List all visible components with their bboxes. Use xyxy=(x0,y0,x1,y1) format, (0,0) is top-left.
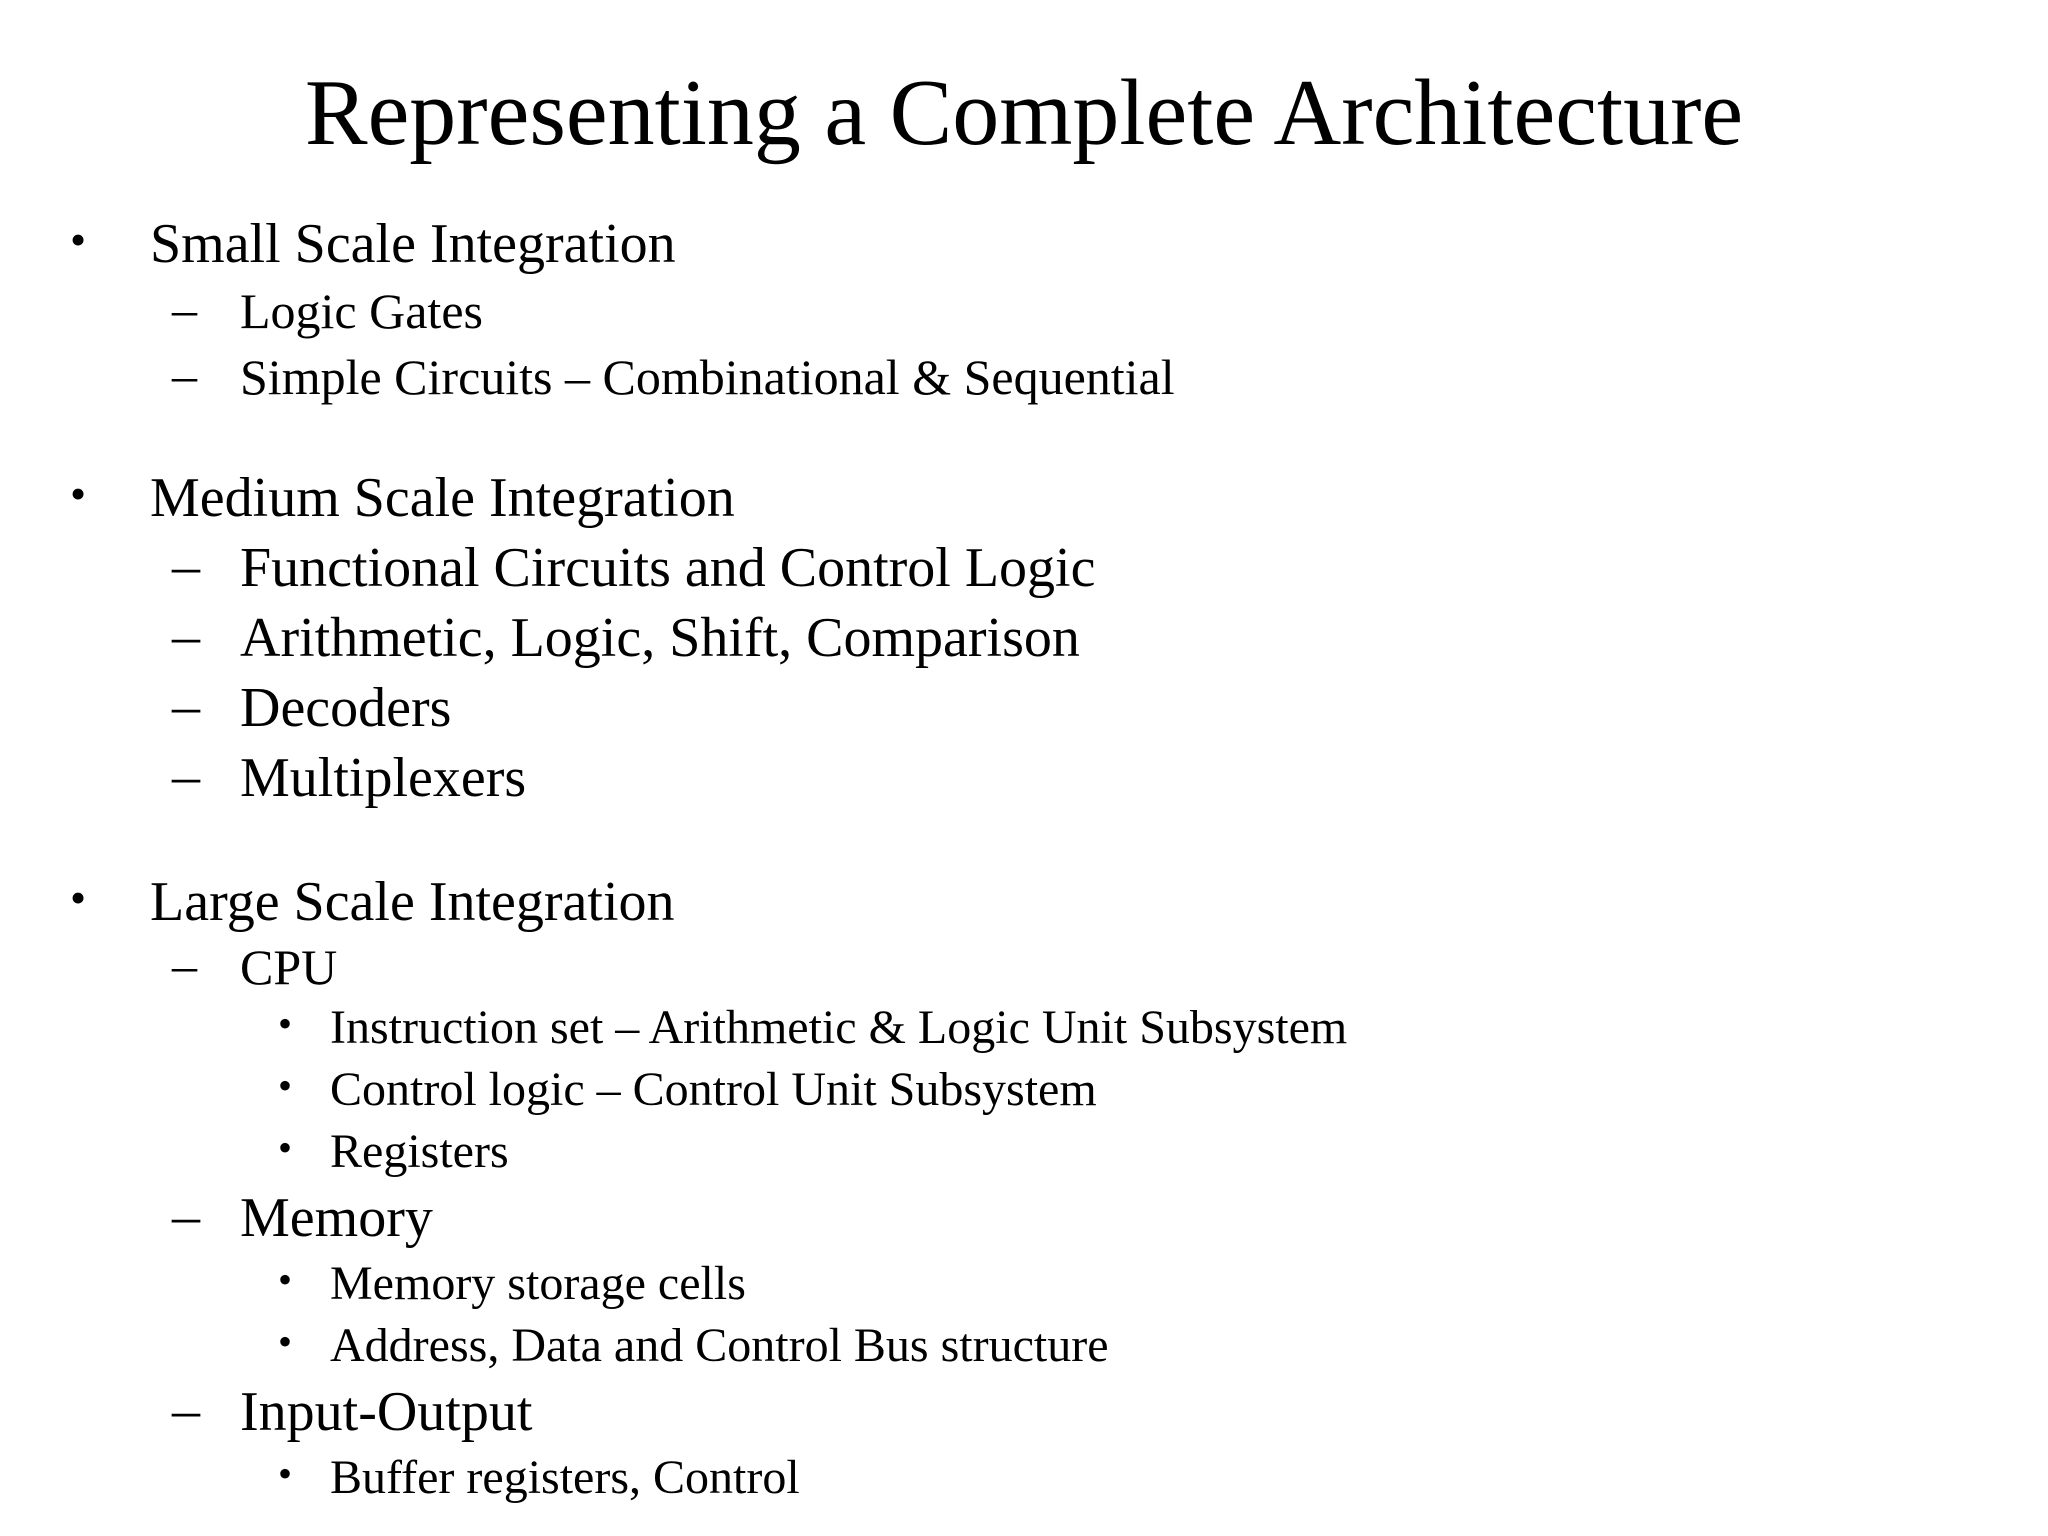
sub-list-item xyxy=(278,1318,1109,1374)
dash-icon: – xyxy=(172,605,200,667)
list-item xyxy=(172,535,1096,600)
dash-icon: – xyxy=(172,1185,200,1247)
section-heading-large-scale xyxy=(70,870,675,934)
bullet-icon: • xyxy=(278,1257,293,1302)
list-item-cpu xyxy=(172,937,338,996)
dash-icon: – xyxy=(172,281,197,337)
sub-list-item xyxy=(278,1000,1348,1056)
list-item-label: CPU xyxy=(240,939,338,995)
list-item-label: Memory xyxy=(240,1187,433,1249)
dash-icon: – xyxy=(172,347,197,403)
list-item-label: Functional Circuits and Control Logic xyxy=(240,537,1096,599)
section-heading-small-scale xyxy=(70,212,676,276)
sub-list-item-label: Control logic – Control Unit Subsystem xyxy=(330,1063,1097,1116)
dash-icon: – xyxy=(172,675,200,737)
sub-list-item xyxy=(278,1256,746,1312)
sub-list-item-label: Registers xyxy=(330,1125,509,1178)
bullet-icon: • xyxy=(70,214,87,265)
dash-icon: – xyxy=(172,1379,200,1441)
list-item-label: Multiplexers xyxy=(240,747,527,809)
list-item-label: Simple Circuits – Combinational & Sequential xyxy=(240,349,1175,405)
dash-icon: – xyxy=(172,745,200,807)
bullet-icon: • xyxy=(70,872,87,923)
bullet-icon: • xyxy=(278,1063,293,1108)
list-item-memory xyxy=(172,1185,433,1250)
list-item xyxy=(172,745,527,810)
sub-list-item-label: Memory storage cells xyxy=(330,1257,746,1310)
section-heading-label: Medium Scale Integration xyxy=(150,467,735,529)
bullet-icon: • xyxy=(278,1319,293,1364)
list-item xyxy=(172,281,483,340)
sub-list-item-label: Buffer registers, Control xyxy=(330,1451,800,1504)
list-item-label: Logic Gates xyxy=(240,283,483,339)
list-item xyxy=(172,675,452,740)
section-heading-label: Large Scale Integration xyxy=(150,871,675,933)
sub-list-item-label: Address, Data and Control Bus structure xyxy=(330,1319,1109,1372)
dash-icon: – xyxy=(172,937,197,993)
section-heading-medium-scale xyxy=(70,466,735,530)
section-heading-label: Small Scale Integration xyxy=(150,213,676,275)
list-item xyxy=(172,605,1080,670)
bullet-icon: • xyxy=(278,1451,293,1496)
sub-list-item-label: Instruction set – Arithmetic & Logic Unit Subsystem xyxy=(330,1001,1348,1054)
sub-list-item xyxy=(278,1450,800,1506)
list-item-label: Input-Output xyxy=(240,1381,533,1443)
sub-list-item xyxy=(278,1124,509,1180)
list-item-input-output xyxy=(172,1379,533,1444)
bullet-icon: • xyxy=(278,1001,293,1046)
bullet-icon: • xyxy=(278,1125,293,1170)
dash-icon: – xyxy=(172,535,200,597)
bullet-icon: • xyxy=(70,468,87,519)
list-item xyxy=(172,347,1175,406)
sub-list-item xyxy=(278,1062,1097,1118)
list-item-label: Arithmetic, Logic, Shift, Comparison xyxy=(240,607,1080,669)
list-item-label: Decoders xyxy=(240,677,452,739)
slide-title: Representing a Complete Architecture xyxy=(304,61,1744,165)
